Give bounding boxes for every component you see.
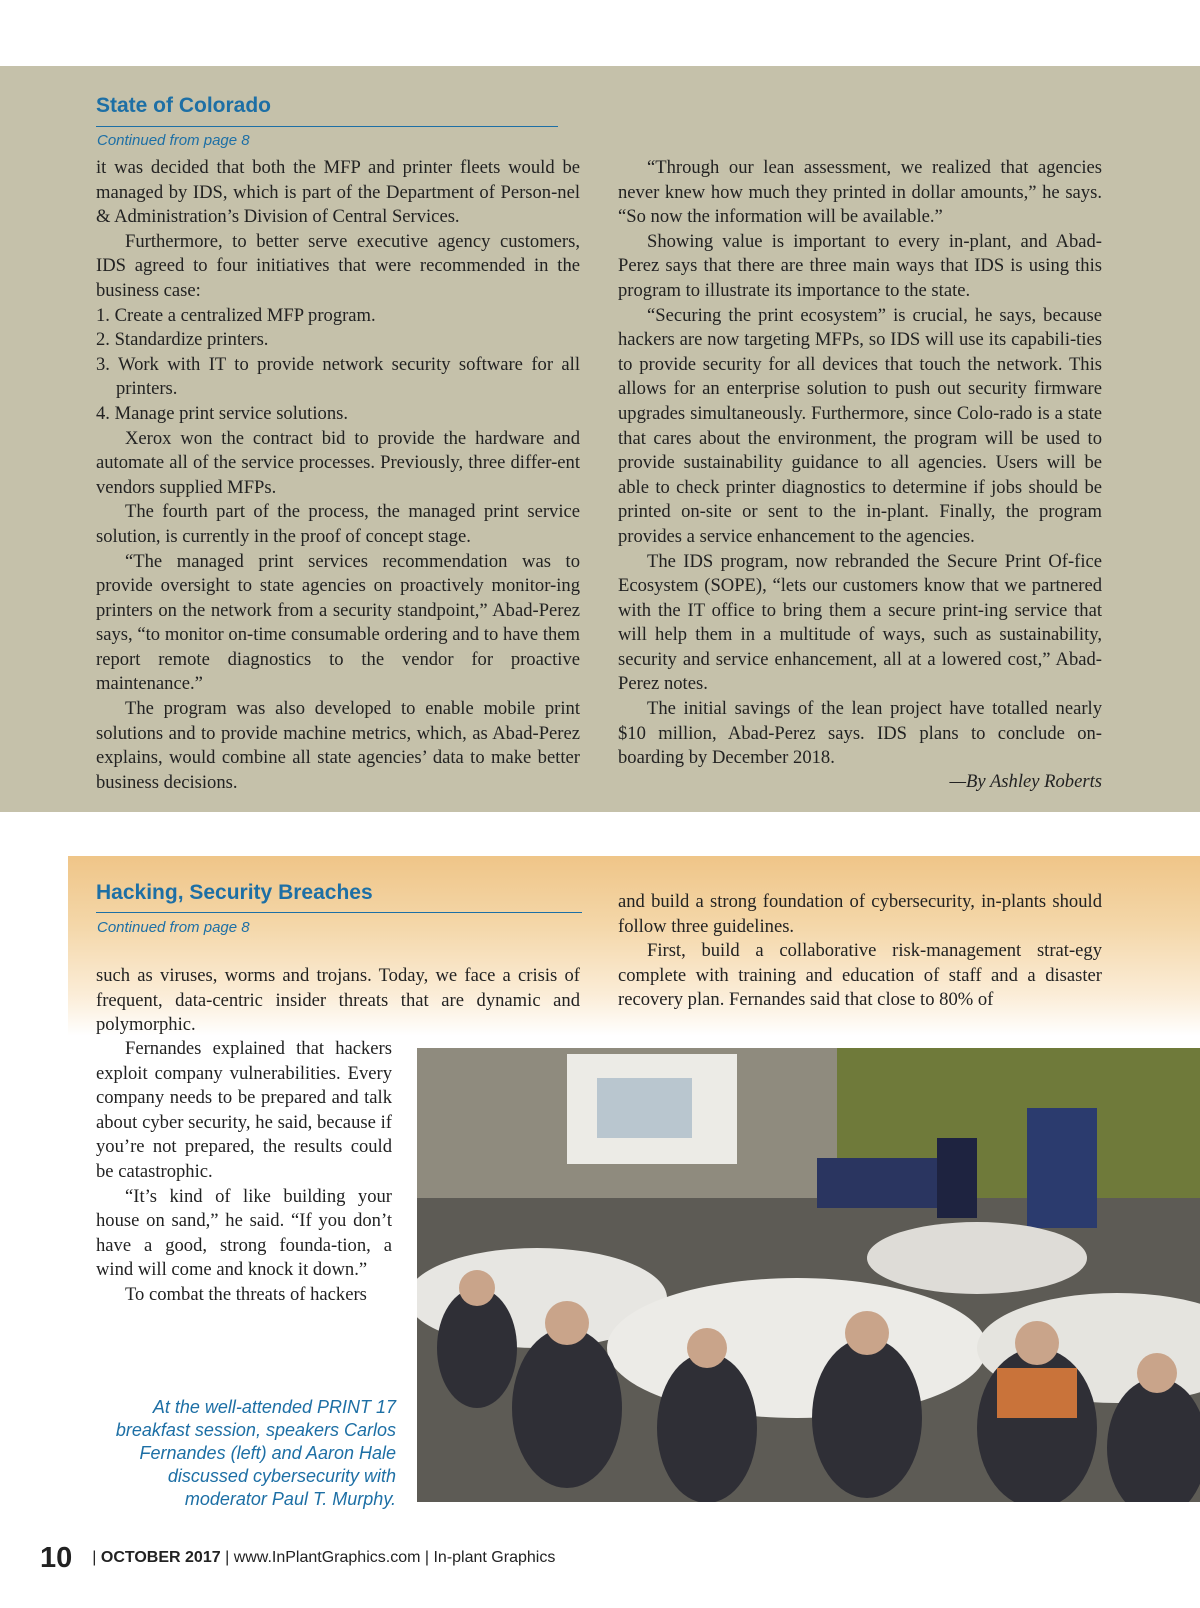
footer-website-link[interactable]: www.InPlantGraphics.com [233, 1549, 421, 1566]
panel-table [817, 1158, 937, 1208]
footer-separator: | [424, 1549, 430, 1566]
paragraph: First, build a collaborative risk-management strat-egy complete with training and education of staff and a disaster recovery plan. Fernandes said that close to 80% of [618, 940, 1102, 1011]
conference-photo [417, 1048, 1200, 1502]
footer-text [92, 1549, 555, 1567]
colorado-section-title: State of Colorado [96, 94, 272, 117]
paragraph: such as viruses, worms and trojans. Today, we face a crisis of frequent, data-centric insider threats that are dynamic and polymorphic. [96, 965, 580, 1036]
hacking-left-top-text [96, 964, 580, 1038]
colorado-left-column [96, 156, 580, 795]
paragraph: “The managed print services recommendation was to provide oversight to state agencies on proactively monitor-ing printers on the network from a security standpoint,” Abad-Perez says, “to monitor on-time consumable ordering and to have them report remote diagnostics to the vendor for proactive maintenance.” [96, 550, 580, 695]
paragraph: Fernandes explained that hackers exploit company vulnerabilities. Every company needs to be prepared and talk about cyber security, he said, because if you’re not prepared, the results could be catastrophic. [96, 1038, 392, 1182]
colorado-continued-note: Continued from page 8 [97, 132, 250, 149]
paragraph: “Securing the print ecosystem” is crucial, he says, because hackers are now targeting MFPs, so IDS will use its capabili-ties to provide security for all devices that touch the network. This allows for an enterprise solution to push out security firmware upgrades simultaneously. Furthermore, since Colo-rado is a state that cares about the environment, the program will be used to provide sustainability guidance to all agencies. Users will be able to check printer diagnostics to determine if jobs should be printed on-site or sent to the in-plant. Finally, the program provides a service enhancement to the agencies. [618, 304, 1102, 547]
paragraph: The fourth part of the process, the managed print service solution, is currently in the proof of concept stage. [96, 501, 580, 547]
paragraph: and build a strong foundation of cybersecurity, in-plants should follow three guidelines. [618, 891, 1102, 937]
colorado-right-column [618, 156, 1102, 771]
paragraph: The initial savings of the lean project have totalled nearly $10 million, Abad-Perez says. IDS plans to conclude on-boarding by December 2018. [618, 698, 1102, 769]
paragraph: “It’s kind of like building your house on sand,” he said. “If you don’t have a good, strong founda-tion, a wind will come and knock it down.” [96, 1185, 392, 1281]
footer-publication-name: In-plant Graphics [433, 1549, 556, 1566]
paragraph: Xerox won the contract bid to provide the hardware and automate all of the service processes. Previously, three differ-ent vendors supplied MFPs. [96, 427, 580, 498]
banner-stand [1027, 1108, 1097, 1228]
byline: —By Ashley Roberts [949, 771, 1102, 792]
hacking-title-rule [96, 912, 582, 913]
colorado-title-rule [96, 126, 558, 127]
photo-caption: At the well-attended PRINT 17 breakfast session, speakers Carlos Fernandes (left) and Aaron Hale discussed cybersecurity with moderator Paul T. Murphy. [115, 1397, 396, 1509]
footer-separator: | [92, 1549, 97, 1566]
page-number: 10 [40, 1541, 73, 1574]
list-item: 1. Create a centralized MFP program. [96, 304, 376, 326]
list-item: 2. Standardize printers. [96, 329, 269, 351]
paragraph: Furthermore, to better serve executive agency customers, IDS agreed to four initiatives that were recommended in the business case: [96, 230, 580, 301]
paragraph: To combat the threats of hackers [125, 1283, 367, 1305]
podium [937, 1138, 977, 1218]
hacking-continued-note: Continued from page 8 [97, 919, 250, 936]
list-item: 3. Work with IT to provide network security software for all printers. [96, 353, 580, 400]
paragraph: “Through our lean assessment, we realized that agencies never knew how much they printed in dollar amounts,” he says. “So now the information will be available.” [618, 157, 1102, 228]
footer-separator: | [225, 1549, 230, 1566]
list-item: 4. Manage print service solutions. [96, 402, 348, 424]
paragraph: Showing value is important to every in-plant, and Abad-Perez says that there are three main ways that IDS is using this program to illustrate its importance to the state. [618, 230, 1102, 301]
paragraph: The IDS program, now rebranded the Secure Print Of-fice Ecosystem (SOPE), “lets our customers know that we partnered with the IT office to bring them a secure print-ing service that will help them in a multitude of ways, such as sustainability, security and service enhancement, all at a lowered cost,” Abad-Perez notes. [618, 550, 1102, 695]
footer-issue-date: OCTOBER 2017 [100, 1549, 221, 1566]
hacking-section-title: Hacking, Security Breaches [96, 881, 373, 904]
page-footer [40, 1538, 555, 1578]
hacking-right-column [618, 890, 1102, 1013]
paragraph: The program was also developed to enable mobile print solutions and to provide machine metrics, which, as Abad-Perez explains, would combine all state agencies’ data to make better business decisions. [96, 698, 580, 793]
hacking-left-narrow-text [96, 1037, 392, 1308]
paragraph: it was decided that both the MFP and printer fleets would be managed by IDS, which is part of the Department of Person-nel & Administration’s Division of Central Services. [96, 157, 580, 228]
